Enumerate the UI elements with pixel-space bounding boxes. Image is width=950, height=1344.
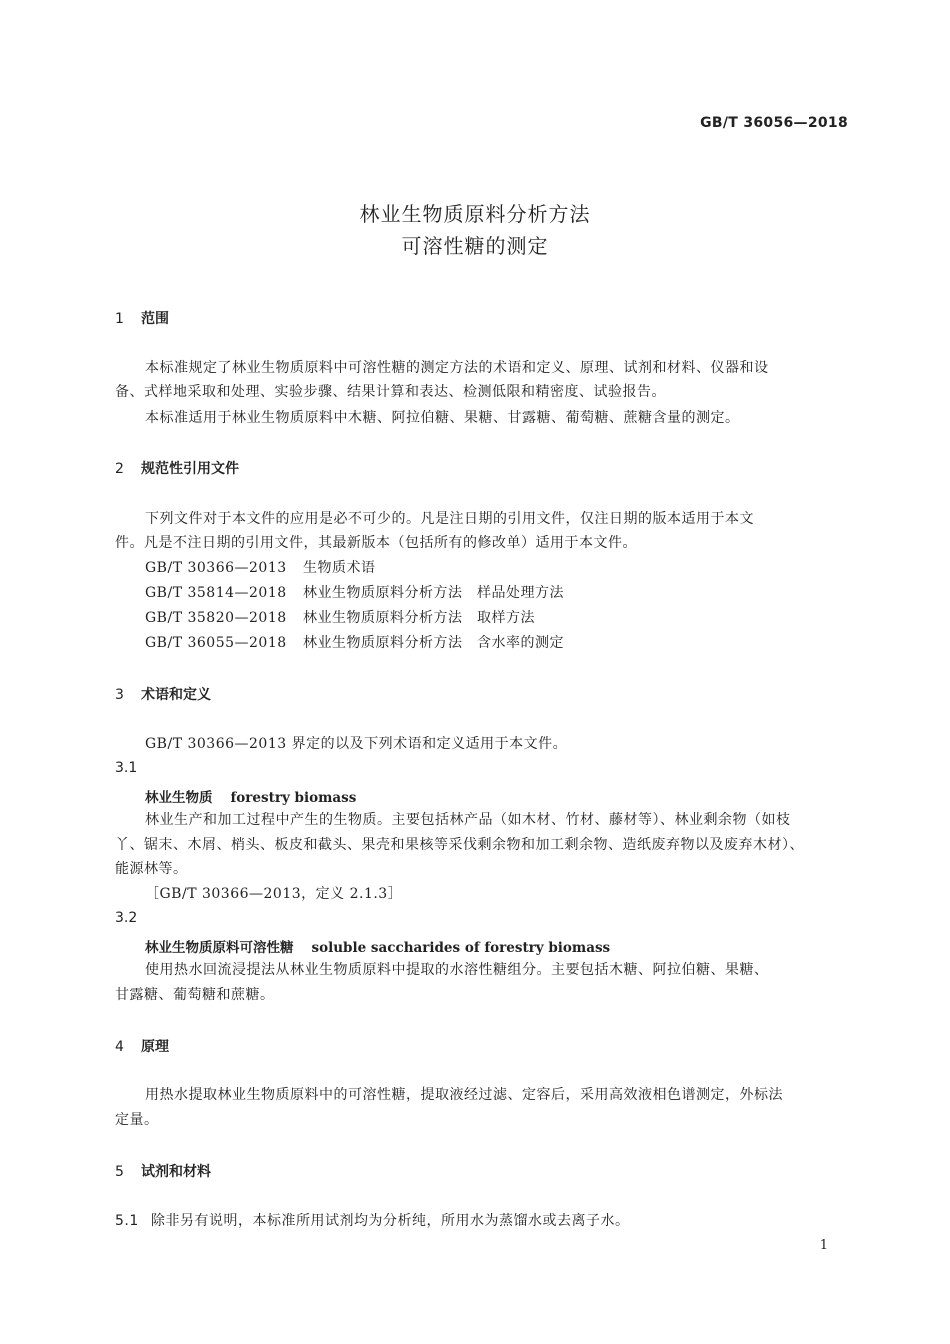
normative-ref-item bbox=[145, 556, 376, 580]
term-3-1-def-line2: 丫、锯末、木屑、梢头、板皮和截头、果壳和果核等采伐剩余物和加工剩余物、造纸废弃物以及废弃木材）、 bbox=[115, 837, 804, 853]
section-title: 试剂和材料 bbox=[141, 1164, 211, 1180]
ref-title: 生物质术语 bbox=[303, 560, 376, 576]
sec2-para1-line1: 下列文件对于本文件的应用是必不可少的。凡是注日期的引用文件，仅注日期的版本适用于本文 bbox=[145, 511, 754, 527]
sec2-para1-line2: 件。凡是不注日期的引用文件，其最新版本（包括所有的修改单）适用于本文件。 bbox=[115, 535, 637, 551]
sec1-para1-line1: 本标准规定了林业生物质原料中可溶性糖的测定方法的术语和定义、原理、试剂和材料、仪器和设 bbox=[145, 360, 769, 376]
section-title: 原理 bbox=[141, 1039, 169, 1055]
ref-title: 林业生物质原料分析方法 样品处理方法 bbox=[303, 585, 564, 601]
ref-code: GB/T 35820—2018 bbox=[145, 610, 287, 626]
ref-title: 林业生物质原料分析方法 取样方法 bbox=[303, 610, 535, 626]
section-2-heading bbox=[115, 458, 239, 478]
term-en: soluble saccharides of forestry biomass bbox=[311, 940, 611, 956]
section-3-heading bbox=[115, 684, 211, 704]
section-4-heading bbox=[115, 1036, 169, 1056]
term-3-2-number: 3.2 bbox=[115, 910, 138, 926]
section-5-heading bbox=[115, 1161, 211, 1181]
section-number: 5 bbox=[115, 1164, 124, 1180]
section-number: 4 bbox=[115, 1039, 124, 1055]
section-title: 规范性引用文件 bbox=[141, 461, 239, 477]
term-3-1-heading bbox=[145, 786, 356, 806]
subclause-number: 5.1 bbox=[115, 1213, 139, 1229]
document-title-line2: 可溶性糖的测定 bbox=[401, 234, 549, 258]
sec4-para1-line1: 用热水提取林业生物质原料中的可溶性糖，提取液经过滤、定容后，采用高效液相色谱测定，外标法 bbox=[145, 1087, 783, 1103]
document-title-line1: 林业生物质原料分析方法 bbox=[359, 202, 591, 226]
page-number: 1 bbox=[819, 1238, 828, 1253]
normative-ref-item bbox=[145, 606, 535, 630]
term-zh: 林业生物质原料可溶性糖 bbox=[145, 940, 294, 956]
ref-code: GB/T 30366—2013 bbox=[145, 560, 287, 576]
section-number: 3 bbox=[115, 687, 124, 703]
section-number: 2 bbox=[115, 461, 124, 477]
ref-code: GB/T 35814—2018 bbox=[145, 585, 287, 601]
sec1-para1-line2: 备、式样地采取和处理、实验步骤、结果计算和表达、检测低限和精密度、试验报告。 bbox=[115, 384, 666, 400]
subclause-text: 除非另有说明，本标准所用试剂均为分析纯，所用水为蒸馏水或去离子水。 bbox=[151, 1213, 630, 1229]
term-zh: 林业生物质 bbox=[145, 790, 213, 806]
ref-title: 林业生物质原料分析方法 含水率的测定 bbox=[303, 635, 564, 651]
term-3-1-def-line1: 林业生产和加工过程中产生的生物质。主要包括林产品（如木材、竹材、藤材等）、林业剩余物（如枝 bbox=[145, 812, 791, 828]
sec4-para1-line2: 定量。 bbox=[115, 1112, 159, 1128]
normative-ref-item bbox=[145, 631, 564, 655]
ref-code: GB/T 36055—2018 bbox=[145, 635, 287, 651]
term-3-1-number: 3.1 bbox=[115, 760, 138, 776]
term-3-2-heading bbox=[145, 936, 610, 956]
term-3-2-def-line1: 使用热水回流浸提法从林业生物质原料中提取的水溶性糖组分。主要包括木糖、阿拉伯糖、果糖、 bbox=[145, 962, 769, 978]
term-3-1-def-line3: 能源林等。 bbox=[115, 861, 188, 877]
normative-ref-item bbox=[145, 581, 564, 605]
sec3-intro: GB/T 30366—2013 界定的以及下列术语和定义适用于本文件。 bbox=[145, 736, 568, 752]
section-title: 范围 bbox=[141, 311, 169, 327]
standard-number: GB/T 36056—2018 bbox=[700, 115, 848, 131]
section-1-heading bbox=[115, 308, 169, 328]
section-title: 术语和定义 bbox=[141, 687, 211, 703]
sec1-para2: 本标准适用于林业生物质原料中木糖、阿拉伯糖、果糖、甘露糖、葡萄糖、蔗糖含量的测定。 bbox=[145, 410, 740, 426]
term-3-2-def-line2: 甘露糖、葡萄糖和蔗糖。 bbox=[115, 987, 275, 1003]
subclause-5-1 bbox=[115, 1209, 630, 1233]
term-3-1-source: ［GB/T 30366—2013，定义 2.1.3］ bbox=[145, 886, 403, 902]
term-en: forestry biomass bbox=[230, 790, 357, 806]
section-number: 1 bbox=[115, 311, 124, 327]
